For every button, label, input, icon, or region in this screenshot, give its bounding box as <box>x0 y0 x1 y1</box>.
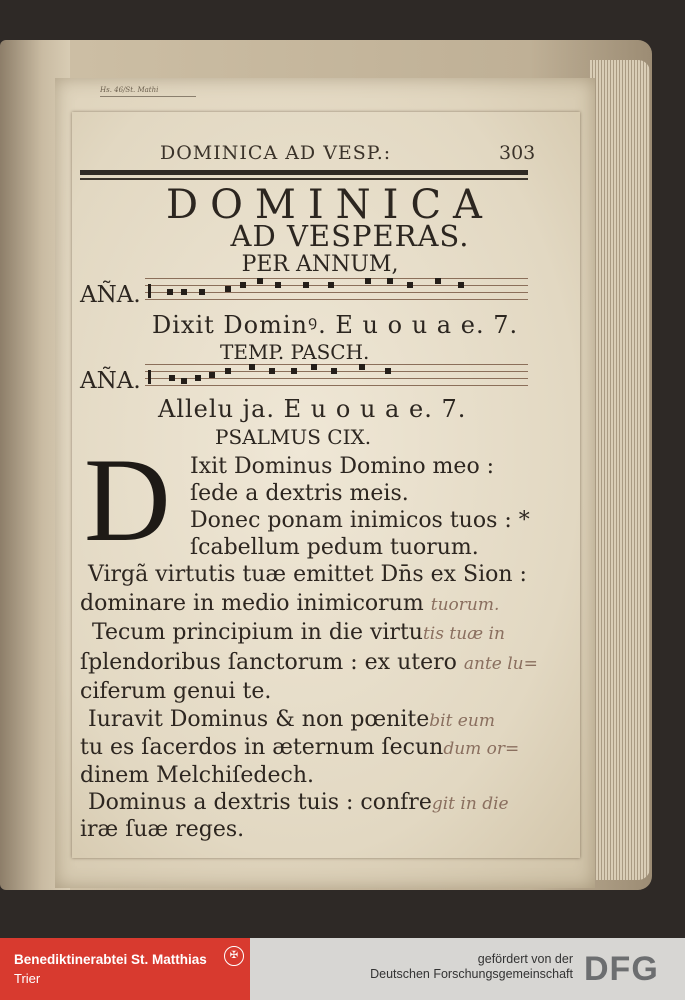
chant-text-1: Dixit Dominꝰ. E u o u a e. 7. <box>152 311 519 339</box>
header-rule-thick <box>80 170 528 175</box>
heading-temp-pasch: TEMP. PASCH. <box>220 340 370 364</box>
institution-city: Trier <box>14 971 41 986</box>
verse-dominus-1-main: Dominus a dextris tuis : confre <box>88 790 432 815</box>
chant-staff-2 <box>145 362 528 390</box>
funder-text <box>370 952 573 982</box>
psalm-line-3: Donec ponam inimicos tuos : * <box>190 508 530 533</box>
antiphon-abbrev-1: AÑA. <box>80 282 141 308</box>
verse-tecum-2-added: ante lu= <box>463 654 538 674</box>
illuminated-initial: D <box>84 433 171 566</box>
abbey-logo-icon: ✠ <box>224 946 244 966</box>
verse-tecum-2 <box>80 650 538 675</box>
verse-iuravit-1-added: bit eum <box>429 711 495 731</box>
chant-staff-1 <box>145 276 528 304</box>
funder-name: Deutschen Forschungsgemeinschaft <box>370 967 573 981</box>
institution-banner[interactable] <box>0 938 250 1000</box>
verse-tecum-1 <box>92 620 505 645</box>
footer-bar <box>0 938 685 1000</box>
verse-tecum-1-added: tis tuæ in <box>422 624 505 644</box>
psalm-heading: PSALMUS CIX. <box>215 425 372 449</box>
psalm-line-1: Ixit Dominus Domino meo : <box>190 454 495 479</box>
institution-name: Benediktinerabtei St. Matthias <box>14 952 207 967</box>
verse-iuravit-2 <box>80 735 519 760</box>
psalm-line-4: ſcabellum pedum tuorum. <box>190 535 479 560</box>
verse-iuravit-2-added: dum or= <box>443 739 520 759</box>
verse-iuravit-1 <box>88 707 495 732</box>
verse-virga-1: Virgã virtutis tuæ emittet Dn̄s ex Sion : <box>88 562 527 587</box>
verse-virga-2-added: tuorum. <box>430 595 500 615</box>
title-sub: AD VESPERAS. <box>230 219 470 253</box>
verse-tecum-2-main: ſplendoribus ſanctorum : ex utero <box>80 650 457 675</box>
verse-iuravit-1-main: Iuravit Dominus & non pœnite <box>88 707 430 732</box>
antiphon-abbrev-2: AÑA. <box>80 368 141 394</box>
verse-dominus-1 <box>88 790 509 815</box>
verse-dominus-2: iræ ſuæ reges. <box>80 817 245 842</box>
running-head: DOMINICA AD VESP.: <box>160 142 392 164</box>
header-rule-thin <box>80 178 528 180</box>
chant-text-2: Allelu ja. E u o u a e. 7. <box>158 395 467 423</box>
verse-iuravit-3: dinem Melchiſedech. <box>80 763 315 788</box>
verse-virga-2 <box>80 591 499 616</box>
page-edges <box>590 60 650 880</box>
verse-dominus-1-added: git in die <box>431 794 509 814</box>
dfg-logo[interactable]: DFG <box>584 950 659 988</box>
psalm-line-2: ſede a dextris meis. <box>190 481 409 506</box>
verse-iuravit-2-main: tu es ſacerdos in æternum ſecun <box>80 735 444 760</box>
title-per-annum: PER ANNUM, <box>241 252 399 277</box>
funded-by-label: gefördert von der <box>477 952 573 966</box>
title-main: DOMINICA <box>166 182 494 228</box>
verse-virga-2-main: dominare in medio inimicorum <box>80 591 424 616</box>
folio-number: 303 <box>499 142 536 164</box>
verse-tecum-3: ciferum genui te. <box>80 679 272 704</box>
shelfmark-label: Hs. 46/St. Mathi <box>100 84 196 97</box>
verse-tecum-1-main: Tecum principium in die virtu <box>92 620 423 645</box>
